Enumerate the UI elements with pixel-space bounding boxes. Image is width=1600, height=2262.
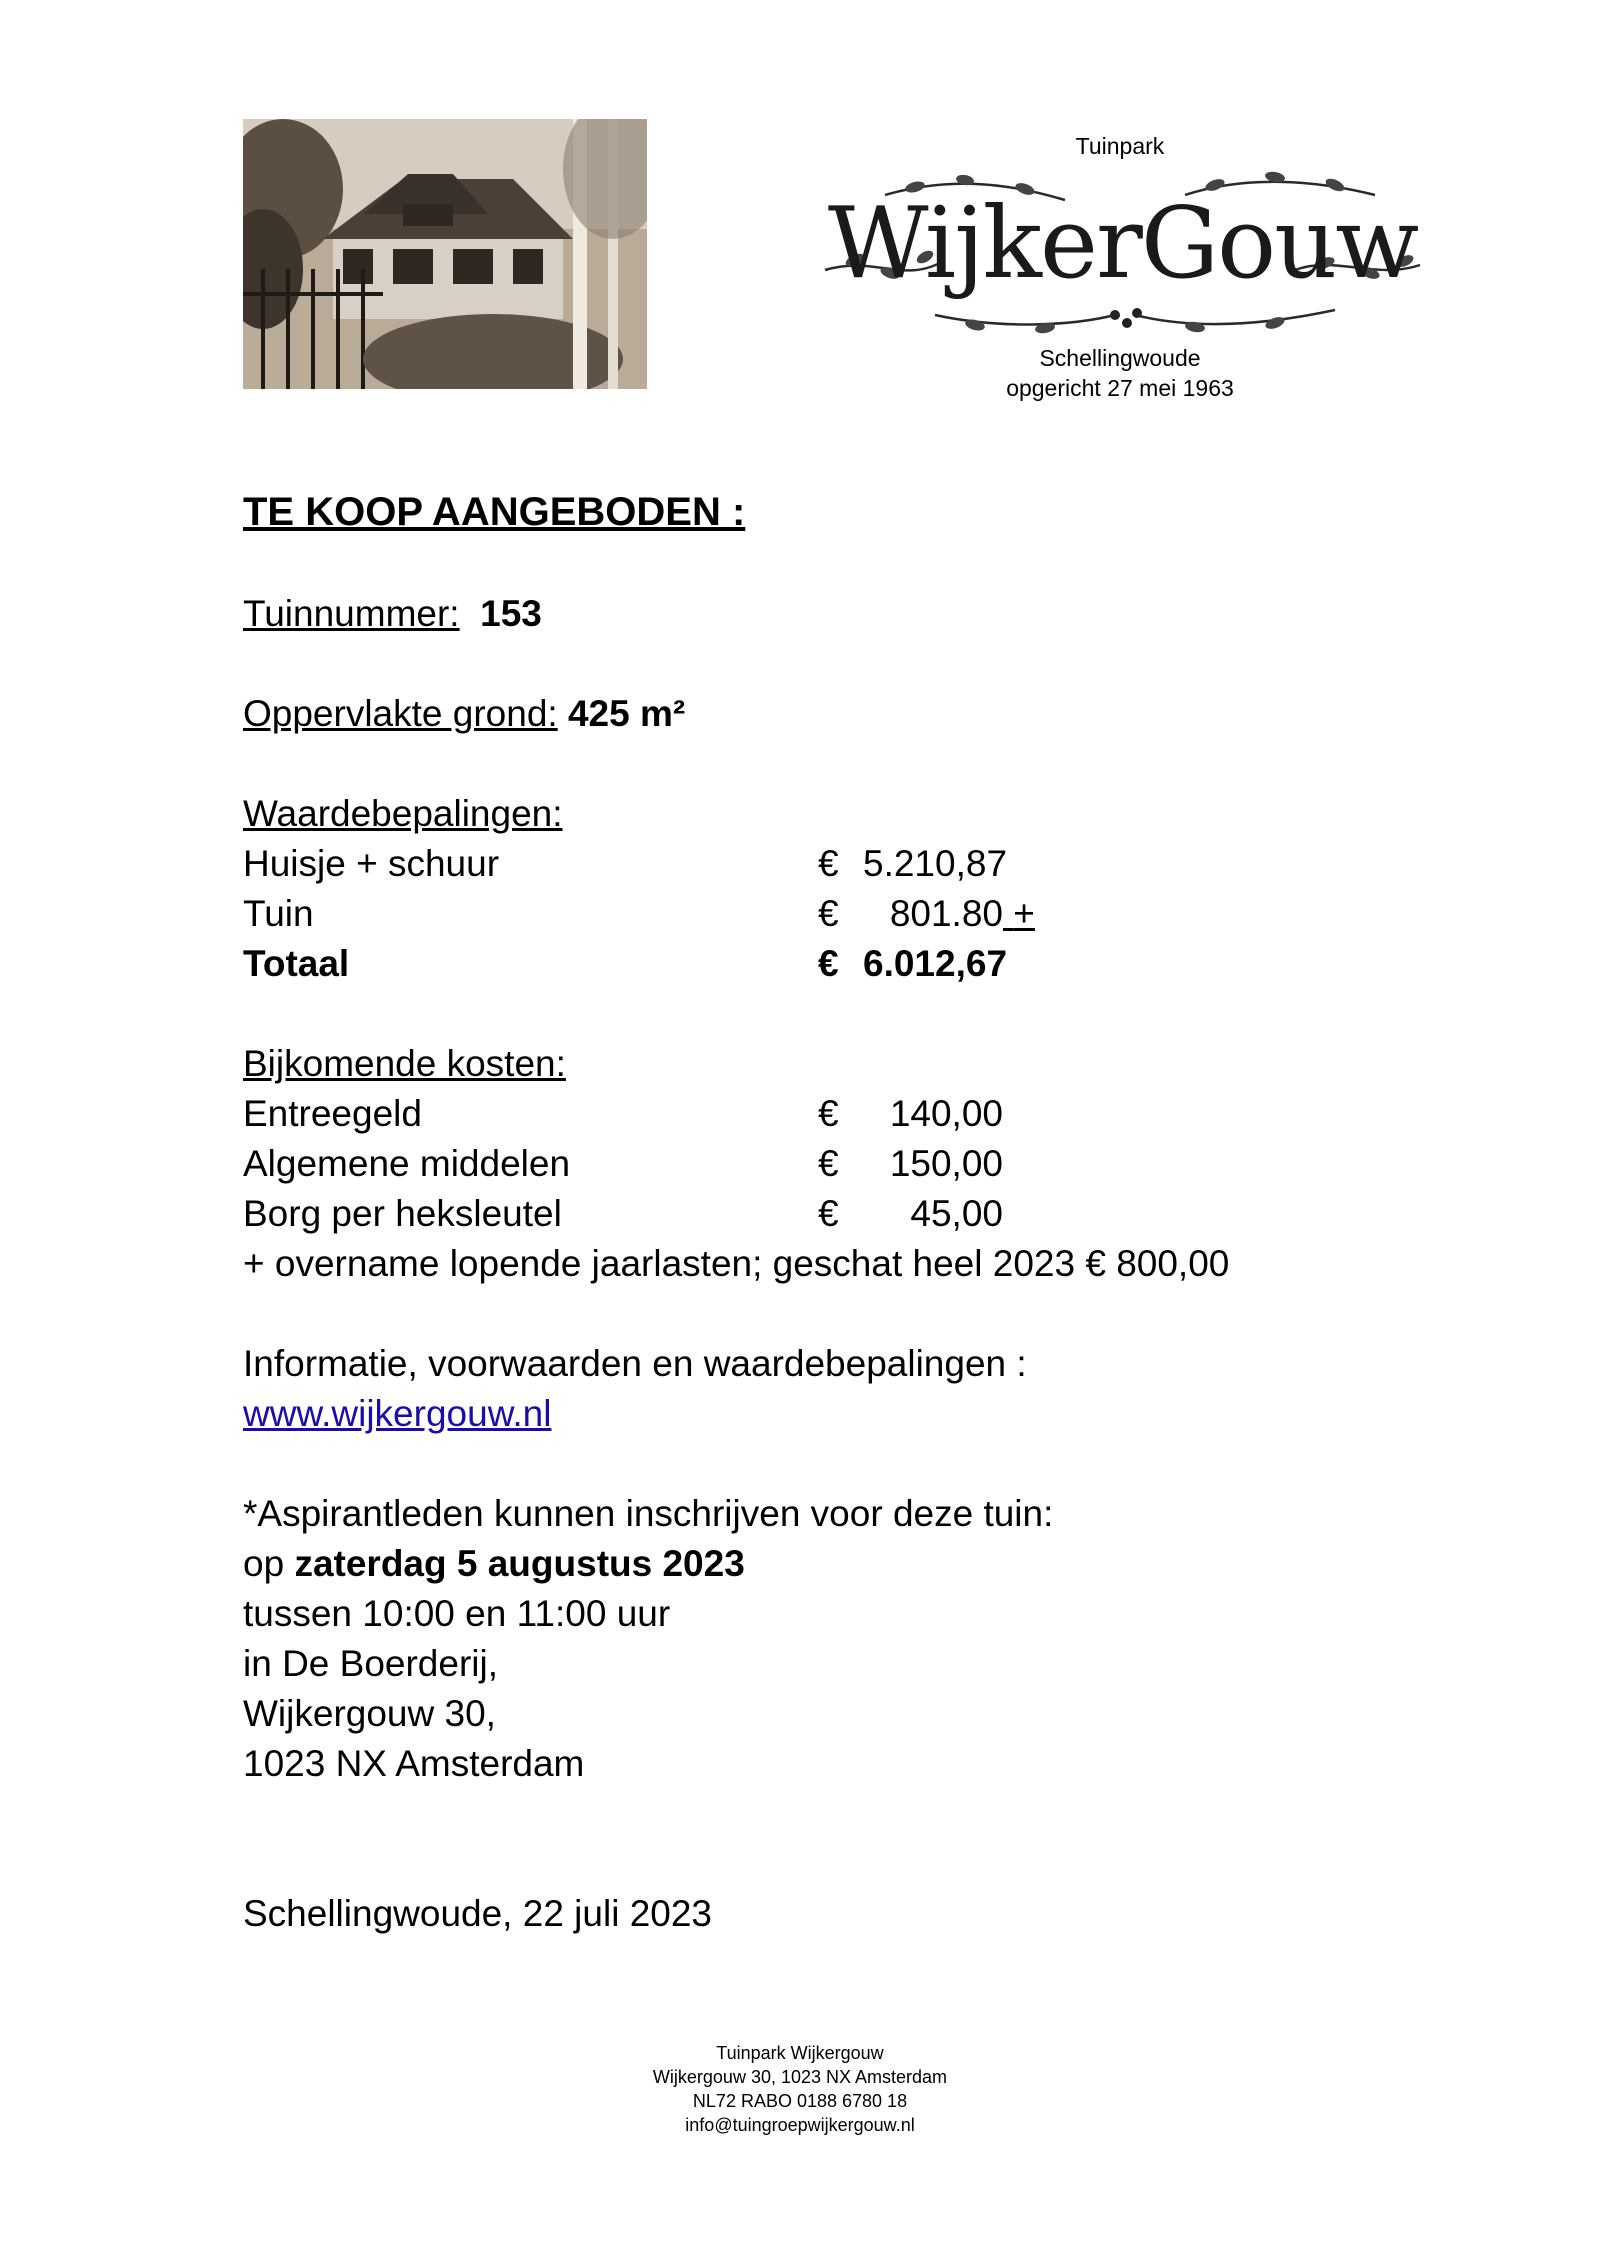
place-date: Schellingwoude, 22 juli 2023 xyxy=(243,1893,713,1934)
info-link-line xyxy=(243,1393,551,1435)
waarde-row-label: Tuin xyxy=(243,893,314,934)
inschrijving-street: Wijkergouw 30, xyxy=(243,1693,496,1734)
currency-symbol: € xyxy=(818,1193,839,1234)
footer-name: Tuinpark Wijkergouw xyxy=(716,2043,884,2063)
amount-value: 45,00 xyxy=(910,1193,1003,1234)
page-title: TE KOOP AANGEBODEN : xyxy=(243,490,746,534)
kosten-row-label: Entreegeld xyxy=(243,1093,422,1134)
amount-value: 6.012,67 xyxy=(863,943,1008,984)
inschrijving-date-line xyxy=(243,1543,745,1585)
footer-bank: NL72 RABO 0188 6780 18 xyxy=(692,2091,908,2111)
currency-symbol: € xyxy=(818,1143,839,1184)
info-text: Informatie, voorwaarden en waardebepalingen : xyxy=(243,1343,1027,1384)
oppervlakte-label: Oppervlakte grond: xyxy=(243,693,558,734)
oppervlakte-line xyxy=(243,693,685,735)
house-photo xyxy=(243,119,647,389)
wijkergouw-logo xyxy=(815,165,1430,340)
waarde-row-amount xyxy=(818,893,1035,935)
kosten-row-label: Algemene middelen xyxy=(243,1143,571,1184)
kosten-row-amount xyxy=(818,1193,1003,1235)
inschrijving-date-prefix: op xyxy=(243,1543,295,1584)
inschrijving-line: *Aspirantleden kunnen inschrijven voor deze tuin: xyxy=(243,1493,1054,1534)
amount-value: 5.210,87 xyxy=(863,843,1008,884)
kosten-note: + overname lopende jaarlasten; geschat heel 2023 € 800,00 xyxy=(243,1243,1230,1284)
logo-wordmark: WijkerGouw xyxy=(827,187,1418,301)
currency-symbol: € xyxy=(818,1093,839,1134)
footer-address: Wijkergouw 30, 1023 NX Amsterdam xyxy=(652,2067,948,2087)
website-link[interactable]: www.wijkergouw.nl xyxy=(243,1393,552,1434)
kosten-row-amount xyxy=(818,1093,1003,1135)
waarde-row-label: Huisje + schuur xyxy=(243,843,500,884)
amount-value: 801.80 xyxy=(889,893,1003,934)
logo-tuinpark-text: Tuinpark xyxy=(1075,133,1165,159)
kosten-row-label: Borg per heksleutel xyxy=(243,1193,562,1234)
logo-founded-text: opgericht 27 mei 1963 xyxy=(1006,375,1234,401)
amount-suffix: + xyxy=(1013,893,1035,934)
kosten-row-amount xyxy=(818,1143,1003,1185)
amount-value: 150,00 xyxy=(889,1143,1003,1184)
inschrijving-date: zaterdag 5 augustus 2023 xyxy=(294,1543,745,1584)
tuinnummer-label: Tuinnummer: xyxy=(243,593,460,634)
waarde-row-amount xyxy=(818,843,1007,885)
logo-location-text: Schellingwoude xyxy=(1039,345,1201,371)
currency-symbol: € xyxy=(818,893,839,934)
inschrijving-time: tussen 10:00 en 11:00 uur xyxy=(243,1593,671,1634)
waarde-total-label: Totaal xyxy=(243,943,350,984)
amount-value: 140,00 xyxy=(889,1093,1003,1134)
footer-email: info@tuingroepwijkergouw.nl xyxy=(685,2115,915,2135)
inschrijving-city: 1023 NX Amsterdam xyxy=(243,1743,585,1784)
tuinnummer-value: 153 xyxy=(480,593,542,634)
tuinnummer-line xyxy=(243,593,542,635)
inschrijving-venue: in De Boerderij, xyxy=(243,1643,499,1684)
waarde-total-amount xyxy=(818,943,1007,985)
kosten-heading: Bijkomende kosten: xyxy=(243,1043,566,1084)
currency-symbol: € xyxy=(818,943,839,984)
currency-symbol: € xyxy=(818,843,839,884)
waarde-heading: Waardebepalingen: xyxy=(243,793,563,834)
oppervlakte-value: 425 m² xyxy=(567,693,686,734)
